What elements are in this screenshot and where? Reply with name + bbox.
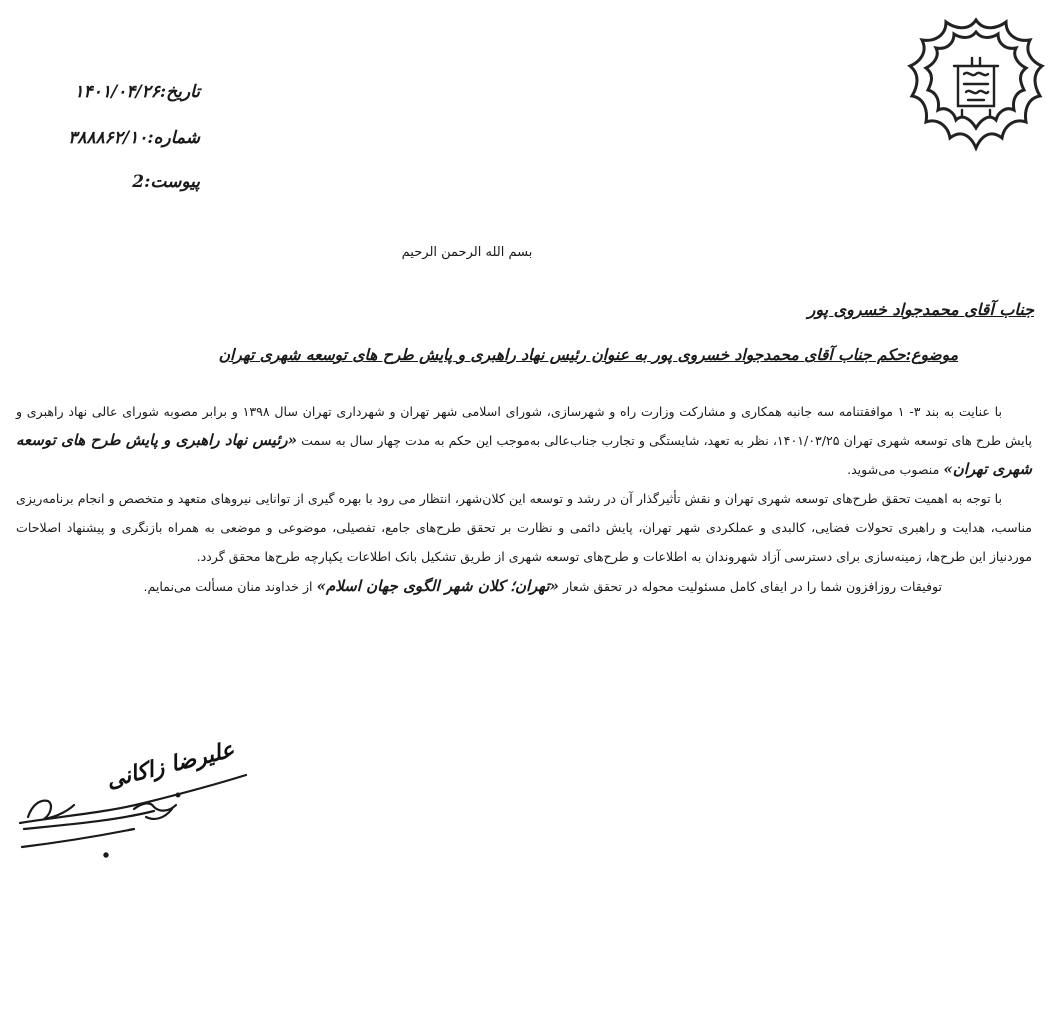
tehran-municipality-logo [906, 14, 1046, 156]
letter-number [40, 128, 200, 148]
subject-line: موضوع:حکم جناب آقای محمدجواد خسروی پور به عنوان رئیس نهاد راهبری و پایش طرح های توسعه شهری تهران [218, 345, 958, 364]
body-paragraph-3 [16, 572, 1032, 601]
date-label: تاریخ: [159, 82, 200, 102]
letter-date [40, 82, 200, 102]
attachment-label: پیوست: [144, 172, 200, 192]
body-p3-part2: از خداوند منان مسألت می‌نمایم. [143, 579, 313, 594]
letter-body [16, 397, 1032, 601]
signatory-name: علیرضا زاکانی [103, 736, 237, 794]
body-p3-emphasis: «تهران؛ کلان شهر الگوی جهان اسلام» [316, 577, 559, 595]
body-p1-emphasis: «رئیس نهاد راهبری و پایش طرح های توسعه شهری تهران» [16, 431, 1032, 478]
body-paragraph-1 [16, 397, 1032, 484]
body-p3-part1: توفیقات روزافزون شما را در ایفای کامل مسئولیت محوله در تحقق شعار [562, 579, 942, 594]
body-paragraph-2: با توجه به اهمیت تحقق طرح‌های توسعه شهری تهران و نقش تأثیرگذار آن در رشد و توسعه این کلان‌شهر، انتظار می رود با بهره گیری از توانایی نیروهای متعهد و متخصص و انجام برنامه‌ریزی مناسب، هدایت و راهبری تحولات فضایی، کالبدی و عملکردی شهر تهران، پایش دائمی و نظارت بر تحقق طرح‌های جامع، تفصیلی، موضوعی و موضعی به همراه بازنگری و پیشنهاد اصلاحات موردنیاز این طرح‌ها، زمینه‌سازی برای دسترسی آزاد شهروندان به اطلاعات و طرح‌های توسعه شهری از طریق تشکیل بانک اطلاعات یکپارچه طرح‌ها محقق گردد. [16, 491, 1032, 564]
letter-attachment [40, 172, 200, 192]
number-label: شماره: [147, 128, 200, 148]
date-value: ۱۴۰۱/۰۴/۲۶ [74, 82, 160, 102]
number-value: ۳۸۸۸۶۲/۱۰ [68, 128, 148, 148]
body-p1-part2: منصوب می‌شوید. [847, 462, 940, 477]
addressee: جناب آقای محمدجواد خسروی پور [807, 300, 1034, 319]
attachment-value: 2 [132, 172, 145, 192]
body-p1-part1: با عنایت به بند ۳- ۱ موافقتنامه سه جانبه همکاری و مشارکت وزارت راه و شهرسازی، شورای اسلامی شهر تهران و شهرداری تهران سال ۱۳۹۸ و برابر مصوبه شورای عالی نهاد راهبری و پایش طرح های توسعه شهری تهران ۱۴۰۱/۰۳/۲۵، نظر به تعهد، شایستگی و تجارب جناب‌عالی به‌موجب این حکم به مدت چهار سال به سمت [16, 404, 1032, 448]
basmala: بسم الله الرحمن الرحیم [401, 245, 533, 260]
